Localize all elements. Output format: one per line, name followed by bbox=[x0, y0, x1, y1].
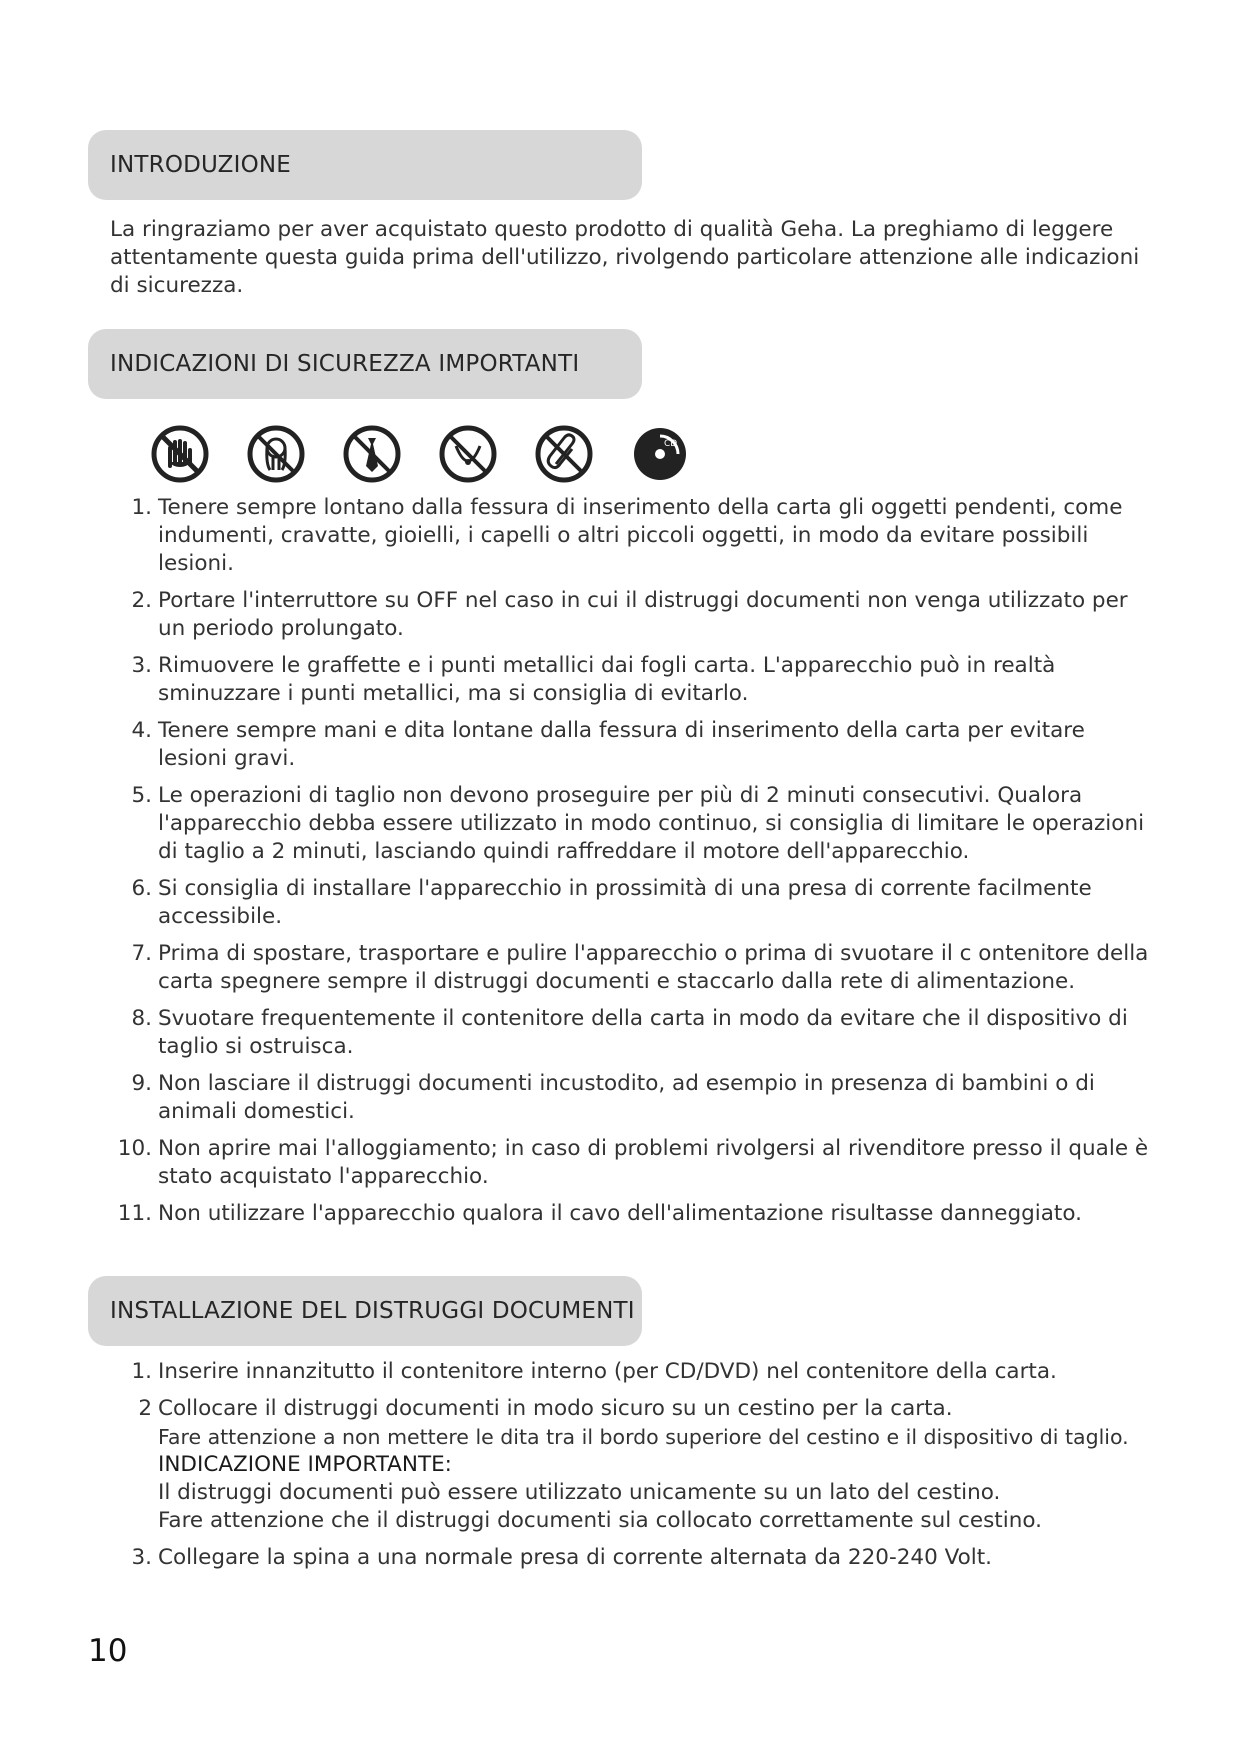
safety-icons-row bbox=[150, 424, 710, 486]
list-item: 2 Collocare il distruggi documenti in modo sicuro su un cestino per la carta. Fare attenzione a non mettere le dita tra il bordo superiore del cestino e il dispositivo di taglio. INDICAZIONE IMPORTANTE: Il distruggi documenti può essere utilizzato unicamente su un lato del cestino. Fare attenzione che il distruggi documenti sia collocato correttamente sul cestino. bbox=[100, 1395, 1160, 1535]
list-item: 1. Tenere sempre lontano dalla fessura di inserimento della carta gli oggetti pendenti, come indumenti, cravatte, gioielli, i capelli o altri piccoli oggetti, in modo da evitare possibili lesioni. bbox=[131, 495, 1123, 576]
safety-list bbox=[100, 494, 1160, 1237]
list-item: 8. Svuotare frequentemente il contenitore della carta in modo da evitare che il dispositivo di taglio si ostruisca. bbox=[131, 1006, 1128, 1059]
page-number: 10 bbox=[88, 1633, 128, 1669]
list-item: 3. Collegare la spina a una normale presa di corrente alternata da 220-240 Volt. bbox=[131, 1545, 993, 1570]
heading-introduzione bbox=[88, 130, 642, 200]
list-item: 1. Inserire innanzitutto il contenitore interno (per CD/DVD) nel contenitore della carta. bbox=[131, 1359, 1057, 1384]
list-item: 2. Portare l'interruttore su OFF nel caso in cui il distruggi documenti non venga utilizzato per un periodo prolungato. bbox=[131, 588, 1128, 641]
heading-introduzione-text: INTRODUZIONE bbox=[110, 152, 292, 178]
intro-paragraph: La ringraziamo per aver acquistato questo prodotto di qualità Geha. La preghiamo di leggere attentamente questa guida prima dell'utilizzo, rivolgendo particolare attenzione alle indicazioni di sicurezza. bbox=[110, 217, 1140, 298]
install-list bbox=[100, 1358, 1160, 1581]
important-line-2: Fare attenzione che il distruggi documenti sia collocato correttamente sul cestino. bbox=[158, 1508, 1042, 1533]
no-jewelry-icon bbox=[438, 424, 498, 484]
list-item: 3. Rimuovere le graffette e i punti metallici dai fogli carta. L'apparecchio può in realtà sminuzzare i punti metallici, ma si consiglia di evitarlo. bbox=[131, 653, 1056, 706]
heading-sicurezza bbox=[88, 329, 642, 399]
heading-installazione bbox=[88, 1276, 642, 1346]
list-item: 7. Prima di spostare, trasportare e pulire l'apparecchio o prima di svuotare il c ontenitore della carta spegnere sempre il distruggi documenti e staccarlo dalla rete di alimentazione. bbox=[131, 941, 1149, 994]
no-hair-icon bbox=[246, 424, 306, 484]
no-hands-icon bbox=[150, 424, 210, 484]
heading-sicurezza-text: INDICAZIONI DI SICUREZZA IMPORTANTI bbox=[110, 351, 580, 377]
list-item: 10. Non aprire mai l'alloggiamento; in caso di problemi rivolgersi al rivenditore presso il quale è stato acquistato l'apparecchio. bbox=[117, 1136, 1149, 1189]
list-item: 6. Si consiglia di installare l'apparecchio in prossimità di una presa di corrente facilmente accessibile. bbox=[131, 876, 1092, 929]
svg-text:CD: CD bbox=[664, 439, 678, 449]
list-item: 5. Le operazioni di taglio non devono proseguire per più di 2 minuti consecutivi. Qualora l'apparecchio debba essere utilizzato in modo continuo, si consiglia di limitare le operazioni di taglio a 2 minuti, lasciando quindi raffreddare il motore dell'apparecchio. bbox=[131, 783, 1145, 864]
important-label: INDICAZIONE IMPORTANTE: bbox=[158, 1452, 452, 1477]
step2-note: Fare attenzione a non mettere le dita tra il bordo superiore del cestino e il dispositivo di taglio. bbox=[158, 1425, 1129, 1449]
step2-text: Collocare il distruggi documenti in modo sicuro su un cestino per la carta. bbox=[158, 1396, 953, 1421]
list-item: 4. Tenere sempre mani e dita lontane dalla fessura di inserimento della carta per evitare lesioni gravi. bbox=[131, 718, 1085, 771]
no-paperclip-icon bbox=[534, 424, 594, 484]
no-tie-icon bbox=[342, 424, 402, 484]
heading-installazione-text: INSTALLAZIONE DEL DISTRUGGI DOCUMENTI bbox=[110, 1298, 635, 1324]
cd-icon bbox=[630, 424, 690, 484]
list-item: 9. Non lasciare il distruggi documenti incustodito, ad esempio in presenza di bambini o di animali domestici. bbox=[131, 1071, 1095, 1124]
important-line-1: Il distruggi documenti può essere utilizzato unicamente su un lato del cestino. bbox=[158, 1480, 1001, 1505]
list-item: 11. Non utilizzare l'apparecchio qualora il cavo dell'alimentazione risultasse danneggiato. bbox=[117, 1201, 1082, 1226]
